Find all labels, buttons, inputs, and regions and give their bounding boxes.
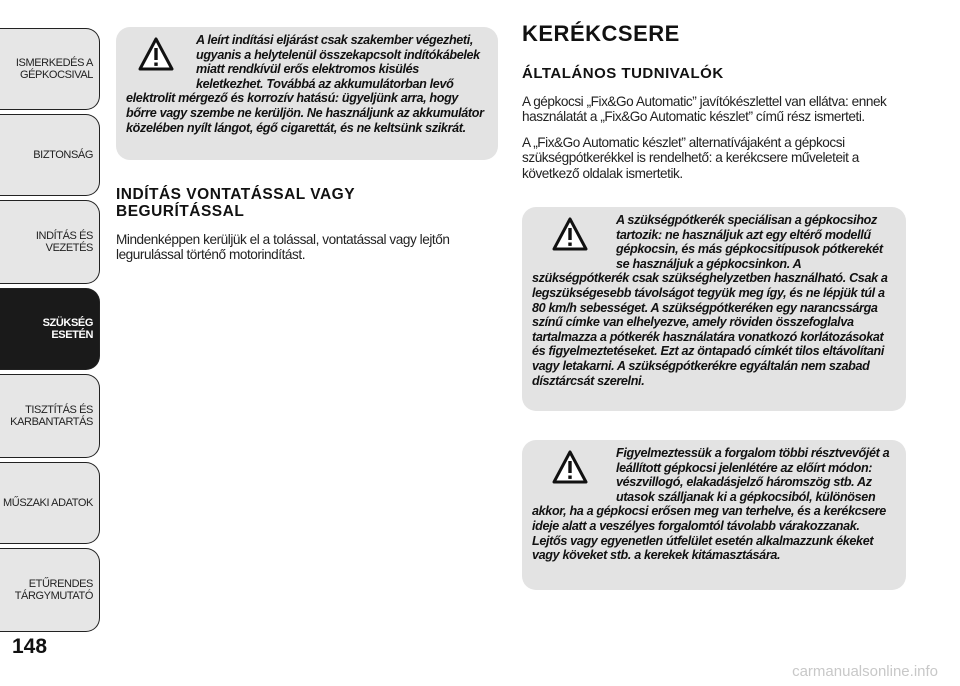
tab-muszaki-adatok[interactable]: MŰSZAKI ADATOK (0, 462, 100, 544)
watermark: carmanualsonline.info (792, 663, 938, 680)
page-number: 148 (12, 635, 48, 658)
traffic-warning-text: Figyelmeztessük a forgalom többi résztvevőjét a leállított gépkocsi jelenlétére az előírt módon: vészvillogó, elakadásjelző háromszög stb. Az utasok szálljanak ki a gépkocsiból, különösen akkor, ha a gépkocsi erősen meg van terhelve, és a kerékcsere ideje alatt a veszélyes forgalomtól távolabb várakozzanak. Lejtős vagy egyenetlen útfelület esetén alkalmazzunk ékeket vagy köveket stb. a kerekek kitámasztására. (532, 446, 890, 563)
tab-szukseg-eseten[interactable]: SZÜKSÉG ESETÉN (0, 288, 100, 370)
warning-triangle-icon (552, 217, 602, 257)
page-title: KERÉKCSERE (522, 21, 680, 46)
warning-triangle-icon (552, 450, 602, 490)
warning-triangle-icon (138, 37, 188, 77)
tab-ismerkedes[interactable]: ISMERKEDÉS A GÉPKOCSIVAL (0, 28, 100, 110)
spare-wheel-warning-text: A szükségpótkerék speciálisan a gépkocsihoz tartozik: ne használjuk azt egy eltérő modellű gépkocsin, és más gépkocsitípusok pótkerekét se használjuk a gépkocsinkon. A szükségpótkerék csak szükséghelyzetben használható. Csak a legszükségesebb távolságot tegyük meg így, és ne lépjük túl a 80 km/h sebességet. A szükségpótkeréken egy narancssárga színű címke van elhelyezve, amely röviden összefoglalva tartalmazza a pótkerék használatára vonatkozó korlátozásokat és figyelmeztetéseket. Ezt az öntapadó címkét tilos eltávolítani vagy letakarni. A szükségpótkerékre egyáltalán nem szabad dísztárcsát szerelni. (532, 213, 888, 388)
section-heading-vontatas: INDÍTÁS VONTATÁSSAL VAGY BEGURÍTÁSSAL (116, 186, 355, 220)
spare-wheel-warning-box (522, 207, 906, 411)
tab-inditas-es-vezetes[interactable]: INDÍTÁS ÉS VEZETÉS (0, 200, 100, 284)
tab-targymutato[interactable]: ETŰRENDES TÁRGYMUTATÓ (0, 548, 100, 632)
tab-tisztitas-es-karbantartas[interactable]: TISZTÍTÁS ÉS KARBANTARTÁS (0, 374, 100, 458)
intro-paragraph-2: A „Fix&Go Automatic készlet” alternatívájaként a gépkocsi szükségpótkerékkel is rendelhető: a kerékcsere műveleteit a következő oldalak ismertetik. (522, 135, 859, 181)
section-subtitle: ÁLTALÁNOS TUDNIVALÓK (522, 65, 724, 82)
battery-warning-box (116, 27, 498, 160)
traffic-warning-box (522, 440, 906, 590)
vontatas-body-text: Mindenképpen kerüljük el a tolással, vontatással vagy lejtőn legurulással történő motorindítást. (116, 232, 450, 263)
tab-biztonsag[interactable]: BIZTONSÁG (0, 114, 100, 196)
battery-warning-text: A leírt indítási eljárást csak szakember végezheti, ugyanis a helytelenül összekapcsolt indítókábelek miatt rendkívül erős elektromos kisülés keletkezhet. Továbbá az akkumulátorban levő elektrolit mérgező és korrozív hatású: ügyeljünk arra, hogy bőrre vagy szembe ne kerüljön. Ne használjunk az akkumulátor közelében nyílt lángot, égő cigarettát, és ne keltsünk szikrát. (126, 33, 484, 135)
intro-paragraph-1: A gépkocsi „Fix&Go Automatic” javítókészlettel van ellátva: ennek használatát a „Fix&Go Automatic készlet” című rész ismerteti. (522, 94, 887, 125)
